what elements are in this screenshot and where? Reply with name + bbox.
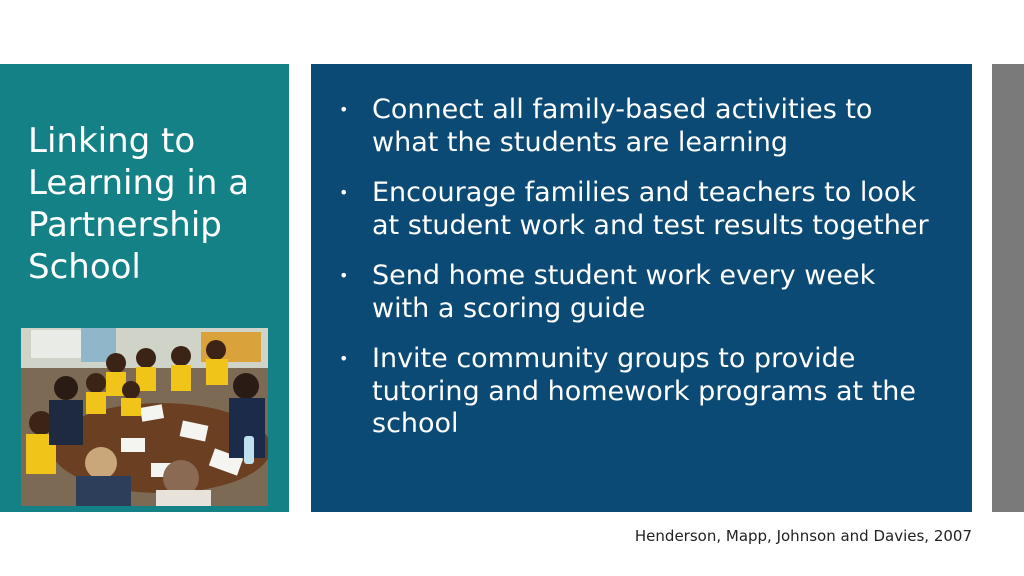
bullet-text: Send home student work every week with a scoring guide [372,260,876,324]
title-line: Linking to [28,121,196,161]
side-accent-bar [992,64,1024,512]
bullet-icon: • [339,266,349,285]
slide-title [28,120,278,288]
bullet-text: Invite community groups to provide tutoring and homework programs at the school [372,343,917,439]
citation: Henderson, Mapp, Johnson and Davies, 2007 [634,527,972,545]
bullet-icon: • [339,100,349,119]
classroom-photo-illustration [21,328,268,506]
title-line: Learning in a [28,163,250,203]
bullet-text: Encourage families and teachers to look at student work and test results together [372,177,929,241]
title-line: School [28,247,141,287]
list-item [339,177,939,242]
bullet-text: Connect all family-based activities to what the students are learning [372,94,873,158]
bullet-icon: • [339,349,349,368]
bullet-icon: • [339,183,349,202]
list-item [339,343,939,441]
classroom-photo [21,328,268,506]
title-line: Partnership [28,205,222,245]
bullet-list [339,94,939,459]
list-item [339,94,939,159]
list-item [339,260,939,325]
